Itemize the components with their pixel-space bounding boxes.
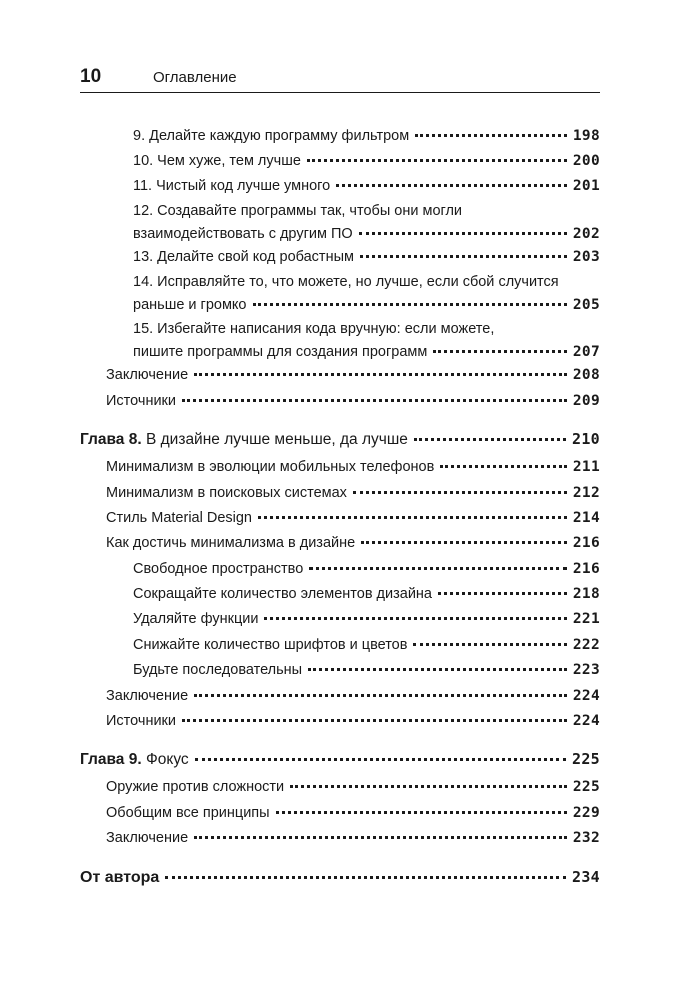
toc-entry-title: Заключение bbox=[106, 367, 189, 383]
toc-entry-page: 216 bbox=[572, 535, 600, 551]
dot-leader bbox=[307, 158, 567, 162]
toc-entry-title: В дизайне лучше меньше, да лучше bbox=[145, 431, 408, 448]
toc-entry-title: Будьте последовательны bbox=[133, 662, 303, 678]
toc-entry-title: взаимодействовать с другим ПО bbox=[133, 226, 353, 242]
toc-entry-title: Обобщим все принципы bbox=[106, 805, 270, 821]
toc-entry-title: 13. Делайте свой код робастным bbox=[133, 249, 354, 265]
dot-leader bbox=[359, 231, 567, 235]
toc-entry[interactable] bbox=[133, 175, 600, 198]
toc-entry-page: 198 bbox=[572, 128, 600, 144]
toc-entry-page: 221 bbox=[572, 611, 600, 627]
toc-entry-title: От автора bbox=[80, 869, 160, 886]
toc-entry-title: Свободное пространство bbox=[133, 561, 304, 577]
toc-entry-title: 11. Чистый код лучше умного bbox=[133, 178, 331, 194]
toc-entry-page: 216 bbox=[572, 561, 600, 577]
toc-entry[interactable] bbox=[133, 583, 600, 606]
toc-entry-title: 10. Чем хуже, тем лучше bbox=[133, 153, 301, 169]
toc-entry-page: 222 bbox=[572, 637, 600, 653]
dot-leader bbox=[353, 490, 567, 494]
chapter-label: Глава 9. bbox=[80, 751, 142, 768]
toc-chapter-entry[interactable] bbox=[80, 866, 600, 889]
toc-chapter-entry[interactable] bbox=[80, 428, 600, 451]
toc-entry-page: 234 bbox=[572, 868, 600, 886]
toc-entry-title: Как достичь минимализма в дизайне bbox=[106, 535, 356, 551]
toc-entry-page: 202 bbox=[572, 226, 600, 242]
toc-entry[interactable] bbox=[133, 558, 600, 581]
running-title: Оглавление bbox=[153, 69, 237, 86]
toc-entry[interactable] bbox=[106, 710, 600, 733]
toc-entry[interactable] bbox=[106, 456, 600, 479]
dot-leader bbox=[165, 875, 566, 879]
toc-entry[interactable] bbox=[133, 246, 600, 269]
toc-entry[interactable] bbox=[133, 318, 600, 364]
toc-entry-page: 207 bbox=[572, 344, 600, 360]
toc-entry-title: Заключение bbox=[106, 688, 189, 704]
dot-leader bbox=[264, 616, 566, 620]
dot-leader bbox=[290, 784, 567, 788]
toc-entry-page: 225 bbox=[572, 750, 600, 768]
toc-entry[interactable] bbox=[106, 364, 600, 387]
toc-entry-page: 218 bbox=[572, 586, 600, 602]
toc-entry[interactable] bbox=[133, 125, 600, 148]
toc-entry-title: Заключение bbox=[106, 830, 189, 846]
toc-entry-page: 201 bbox=[572, 178, 600, 194]
toc-entry[interactable] bbox=[106, 685, 600, 708]
toc-entry[interactable] bbox=[106, 507, 600, 530]
dot-leader bbox=[360, 254, 567, 258]
toc-entry-title: Минимализм в поисковых системах bbox=[106, 485, 347, 501]
toc-entry-title: пишите программы для создания программ bbox=[133, 344, 428, 360]
toc-chapter-entry[interactable] bbox=[80, 748, 600, 771]
toc-entry-title: Источники bbox=[106, 393, 177, 409]
toc-entry[interactable] bbox=[106, 482, 600, 505]
toc-entry-title: 9. Делайте каждую программу фильтром bbox=[133, 128, 410, 144]
toc-entry[interactable] bbox=[133, 634, 600, 657]
toc-entry[interactable] bbox=[106, 390, 600, 413]
toc-entry-page: 209 bbox=[572, 393, 600, 409]
dot-leader bbox=[195, 757, 566, 761]
toc-entry[interactable] bbox=[133, 608, 600, 631]
dot-leader bbox=[438, 591, 567, 595]
toc-entry-title: Источники bbox=[106, 713, 177, 729]
toc-entry-title: Фокус bbox=[145, 751, 189, 768]
page-number: 10 bbox=[80, 66, 102, 87]
toc-entry-page: 208 bbox=[572, 367, 600, 383]
dot-leader bbox=[194, 372, 567, 376]
dot-leader bbox=[415, 133, 567, 137]
toc-entry-title: Оружие против сложности bbox=[106, 779, 285, 795]
toc-entry-title: Минимализм в эволюции мобильных телефонов bbox=[106, 459, 435, 475]
toc-entry-page: 214 bbox=[572, 510, 600, 526]
toc-entry[interactable] bbox=[106, 802, 600, 825]
toc-entry-page: 224 bbox=[572, 688, 600, 704]
dot-leader bbox=[308, 667, 567, 671]
toc-entry-page: 232 bbox=[572, 830, 600, 846]
chapter-label: Глава 8. bbox=[80, 431, 142, 448]
toc-entry-page: 210 bbox=[572, 430, 600, 448]
dot-leader bbox=[182, 718, 567, 722]
dot-leader bbox=[440, 464, 567, 468]
dot-leader bbox=[414, 437, 566, 441]
toc-entry[interactable] bbox=[133, 150, 600, 173]
dot-leader bbox=[194, 693, 567, 697]
dot-leader bbox=[309, 566, 567, 570]
toc-entry[interactable] bbox=[106, 776, 600, 799]
toc-entry[interactable] bbox=[133, 200, 600, 246]
toc-entry[interactable] bbox=[106, 532, 600, 555]
dot-leader bbox=[182, 398, 567, 402]
toc-entry-title: Снижайте количество шрифтов и цветов bbox=[133, 637, 408, 653]
dot-leader bbox=[413, 642, 566, 646]
toc-entry[interactable] bbox=[106, 827, 600, 850]
dot-leader bbox=[253, 302, 567, 306]
toc-entry-title: Стиль Material Design bbox=[106, 510, 252, 526]
dot-leader bbox=[433, 349, 567, 353]
toc-entry-page: 200 bbox=[572, 153, 600, 169]
toc-entry-page: 224 bbox=[572, 713, 600, 729]
dot-leader bbox=[276, 810, 567, 814]
dot-leader bbox=[258, 515, 567, 519]
dot-leader bbox=[194, 835, 567, 839]
dot-leader bbox=[336, 183, 567, 187]
dot-leader bbox=[361, 540, 567, 544]
toc-entry-page: 205 bbox=[572, 297, 600, 313]
toc-entry-page: 212 bbox=[572, 485, 600, 501]
toc-entry-title: раньше и громко bbox=[133, 297, 247, 313]
toc-entry[interactable] bbox=[133, 271, 600, 317]
toc-entry-title: Удаляйте функции bbox=[133, 611, 259, 627]
toc-entry-title-line1: 15. Избегайте написания кода вручную: если можете, bbox=[133, 321, 495, 337]
toc-entry-title-line1: 14. Исправляйте то, что можете, но лучше, если сбой случится bbox=[133, 274, 559, 290]
toc-entry-title-line1: 12. Создавайте программы так, чтобы они могли bbox=[133, 203, 463, 219]
toc-entry-page: 223 bbox=[572, 662, 600, 678]
toc-entry-page: 229 bbox=[572, 805, 600, 821]
toc-entry-page: 225 bbox=[572, 779, 600, 795]
toc-entry-page: 203 bbox=[572, 249, 600, 265]
toc-entry[interactable] bbox=[133, 659, 600, 682]
toc-entry-title: Сокращайте количество элементов дизайна bbox=[133, 586, 432, 602]
toc-entry-page: 211 bbox=[572, 459, 600, 475]
